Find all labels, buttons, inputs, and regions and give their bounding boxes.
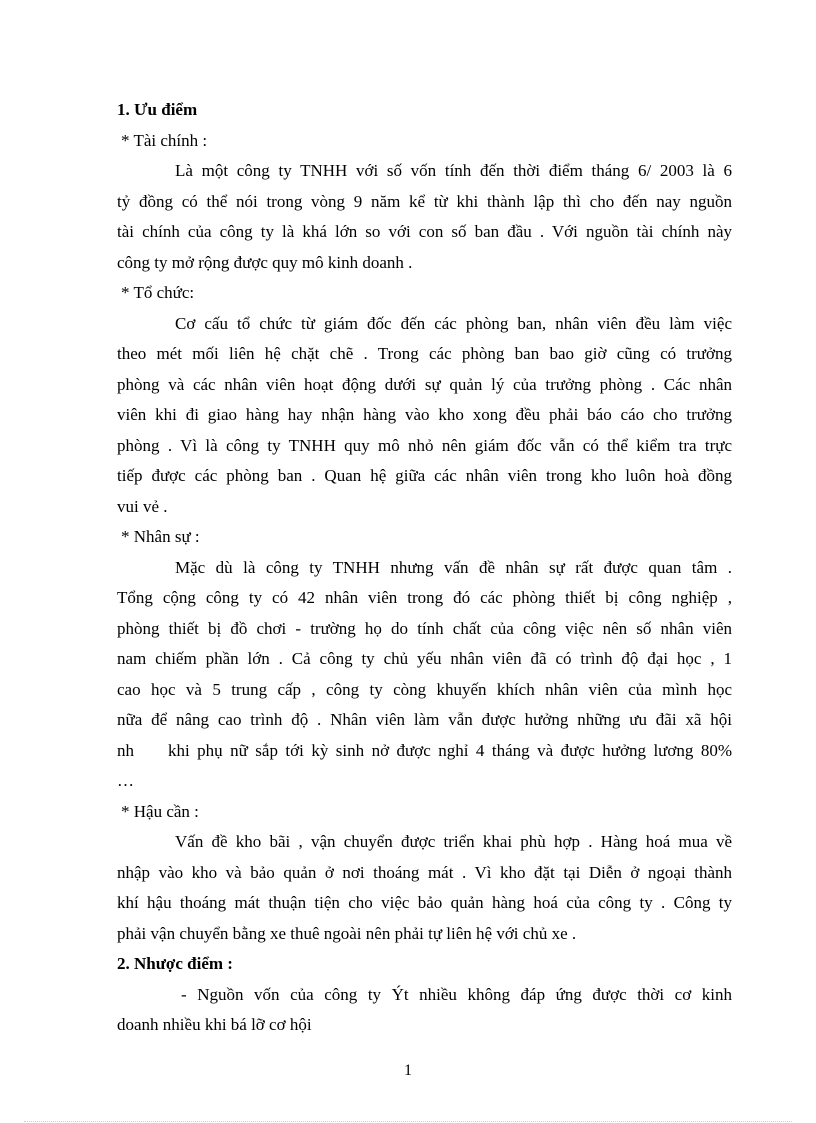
text-line: vui vẻ . xyxy=(117,496,168,516)
text-line: nhập vào kho và bảo quản ở nơi thoáng mát . Vì kho đặt tại Diễn ở ngoại thành xyxy=(117,862,732,882)
text-line: nữa để nâng cao trình độ . Nhân viên làm vẫn được hưởng những ưu đãi xã hội xyxy=(117,710,732,729)
text-line: Vấn đề kho bãi , vận chuyển được triển khai phù hợp . Hàng hoá mua về xyxy=(175,832,732,851)
paragraph-personnel xyxy=(117,553,732,797)
text-line: phòng thiết bị đồ chơi - trường họ do tính chất của công việc nên số nhân viên xyxy=(117,618,732,638)
text-line: phòng và các nhân viên hoạt động dưới sự quản lý của trưởng phòng . Các nhân xyxy=(117,374,732,394)
section-heading-disadvantages: 2. Nhược điểm : xyxy=(117,954,233,973)
text-line: Cơ cấu tổ chức từ giám đốc đến các phòng ban, nhân viên đều làm việc xyxy=(175,313,732,333)
text-line: Là một công ty TNHH với số vốn tính đến thời điểm tháng 6/ 2003 là 6 xyxy=(175,161,732,180)
text-line: nam chiếm phần lớn . Cả công ty chủ yếu nhân viên đã có trình độ đại học , 1 xyxy=(117,649,732,668)
page-bottom-divider xyxy=(24,1121,792,1122)
text-line xyxy=(117,736,732,767)
paragraph-logistics xyxy=(117,827,732,949)
text-line: theo mét mối liên hệ chặt chẽ . Trong các phòng ban bao giờ cũng có trưởng xyxy=(117,344,732,363)
section-heading-advantages: 1. Ưu điểm xyxy=(117,100,198,119)
paragraph-organization xyxy=(117,309,732,523)
subheading-organization: * Tổ chức: xyxy=(121,283,195,302)
paragraph-finance xyxy=(117,156,732,278)
text-line: khí hậu thoáng mát thuận tiện cho việc bảo quản hàng hoá của công ty . Công ty xyxy=(117,893,732,912)
text-line: Tổng cộng công ty có 42 nhân viên trong đó các phòng thiết bị công nghiệp , xyxy=(117,588,732,607)
text-line: viên khi đi giao hàng hay nhận hàng vào kho xong đều phải báo cáo cho trưởng xyxy=(117,405,732,424)
text-fragment: khi phụ nữ sắp tới kỳ sinh nở được nghỉ 4 tháng và được hưởng lương 80% xyxy=(168,740,732,760)
text-fragment: nh xyxy=(117,740,134,760)
text-line: doanh nhiều khi bá lỡ cơ hội xyxy=(117,1015,312,1034)
text-line: tỷ đồng có thể nói trong vòng 9 năm kể từ khi thành lập thì cho đến nay nguồn xyxy=(117,191,732,211)
subheading-personnel: * Nhân sự : xyxy=(121,527,200,546)
text-line: công ty mở rộng được quy mô kinh doanh . xyxy=(117,252,413,272)
text-line: phải vận chuyển bằng xe thuê ngoài nên phải tự liên hệ với chủ xe . xyxy=(117,923,577,943)
document-body xyxy=(117,95,732,1041)
text-line: - Nguồn vốn của công ty Ýt nhiều không đáp ứng được thời cơ kinh xyxy=(181,984,732,1004)
text-line: phòng . Vì là công ty TNHH quy mô nhỏ nên giám đốc vẫn có thể kiểm tra trực xyxy=(117,435,732,455)
subheading-logistics: * Hậu cần : xyxy=(121,801,199,821)
text-line: tiếp được các phòng ban . Quan hệ giữa các nhân viên trong kho luôn hoà đồng xyxy=(117,466,732,485)
text-line: tài chính của công ty là khá lớn so với con số ban đầu . Với nguồn tài chính này xyxy=(117,222,732,241)
text-line: Mặc dù là công ty TNHH nhưng vấn đề nhân sự rất được quan tâm . xyxy=(175,557,732,577)
page-number: 1 xyxy=(404,1062,412,1079)
text-line: cao học và 5 trung cấp , công ty còng khuyến khích nhân viên của mình học xyxy=(117,679,732,699)
subheading-finance: * Tài chính : xyxy=(121,130,208,150)
paragraph-disadvantages xyxy=(117,980,732,1041)
ellipsis: … xyxy=(117,771,134,790)
